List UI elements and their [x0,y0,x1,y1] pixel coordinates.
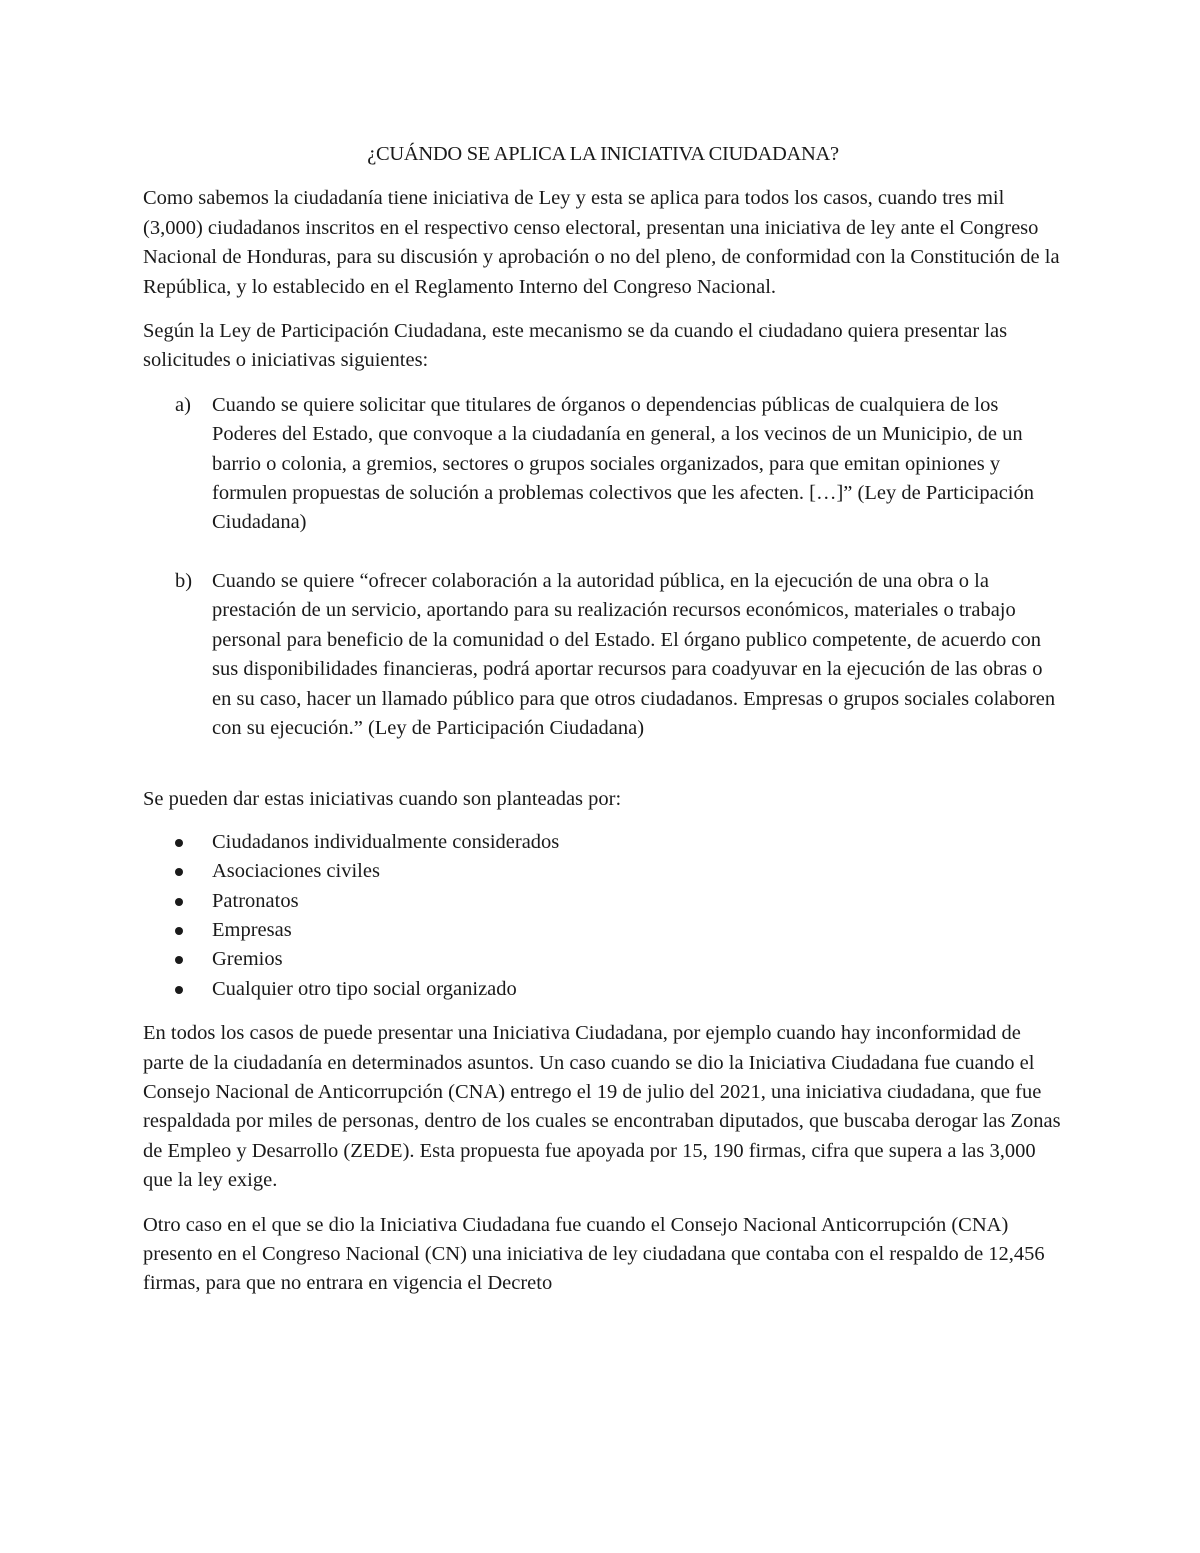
bullet-icon [175,898,183,906]
law-paragraph: Según la Ley de Participación Ciudadana, este mecanismo se da cuando el ciudadano quiera presentar las solicitudes o iniciativas siguientes: [143,320,1008,372]
list-item [143,887,1063,916]
list-item [143,567,1063,743]
bullet-icon [175,956,183,964]
list-item [143,391,1063,538]
list-item [143,916,1063,945]
list-item-text: Cuando se quiere “ofrecer colaboración a la autoridad pública, en la ejecución de una obra o la prestación de un servicio, aportando para su realización recursos económicos, materiales o trabajo personal para beneficio de la comunidad o del Estado. El órgano publico competente, de acuerdo con sus disponibilidades financieras, podrá aportar recursos para coadyuvar en la ejecución de las obras o en su caso, hacer un llamado público para que otros ciudadanos. Empresas o grupos sociales colaboren con su ejecución.” (Ley de Participación Ciudadana) [212,569,1056,739]
example-paragraph-1: En todos los casos de puede presentar una Iniciativa Ciudadana, por ejemplo cuando hay inconformidad de parte de la ciudadanía en determinados asuntos. Un caso cuando se dio la Iniciativa Ciudadana fue cuando el Consejo Nacional de Anticorrupción (CNA) entrego el 19 de julio del 2021, una iniciativa ciudadana, que fue respaldada por miles de personas, dentro de los cuales se encontraban diputados, que buscaba derogar las Zonas de Empleo y Desarrollo (ZEDE). Esta propuesta fue apoyada por 15, 190 firmas, cifra que supera a las 3,000 que la ley exige. [143,1022,1061,1192]
list-item-text: Patronatos [212,889,299,912]
list-item [143,857,1063,886]
list-marker: a) [175,393,191,416]
bullet-icon [175,986,183,994]
list-item-text: Ciudadanos individualmente considerados [212,830,560,853]
list-item [143,945,1063,974]
list-marker: b) [175,569,193,592]
intro-paragraph: Como sabemos la ciudadanía tiene iniciativa de Ley y esta se aplica para todos los casos, cuando tres mil (3,000) ciudadanos inscritos en el respectivo censo electoral, presentan una iniciativa de ley ante el Congreso Nacional de Honduras, para su discusión y aprobación o no del pleno, de conformidad con la Constitución de la República, y lo establecido en el Reglamento Interno del Congreso Nacional. [143,187,1060,298]
list-item [143,828,1063,857]
lettered-list [143,391,1063,743]
proposers-list [143,828,1063,1004]
list-item-text: Gremios [212,948,283,971]
list-item-text: Cualquier otro tipo social organizado [212,977,517,1000]
example-paragraph-2: Otro caso en el que se dio la Iniciativa Ciudadana fue cuando el Consejo Nacional Anticorrupción (CNA) presento en el Congreso Nacional (CN) una iniciativa de ley ciudadana que contaba con el respaldo de 12,456 firmas, para que no entrara en vigencia el Decreto [143,1213,1045,1295]
list-item-text: Cuando se quiere solicitar que titulares de órganos o dependencias públicas de cualquiera de los Poderes del Estado, que convoque a la ciudadanía en general, a los vecinos de un Municipio, de un barrio o colonia, a gremios, sectores o grupos sociales organizados, para que emitan opiniones y formulen propuestas de solución a problemas colectivos que les afecten. […]” (Ley de Participación Ciudadana) [212,393,1034,534]
bullet-icon [175,927,183,935]
bullet-icon [175,839,183,847]
document-title: ¿CUÁNDO SE APLICA LA INICIATIVA CIUDADANA? [367,143,839,165]
list-item-text: Asociaciones civiles [212,860,380,883]
proposers-intro: Se pueden dar estas iniciativas cuando son planteadas por: [143,788,622,811]
bullet-icon [175,868,183,876]
list-item-text: Empresas [212,918,292,941]
list-item [143,975,1063,1004]
document-page [143,140,1063,1314]
